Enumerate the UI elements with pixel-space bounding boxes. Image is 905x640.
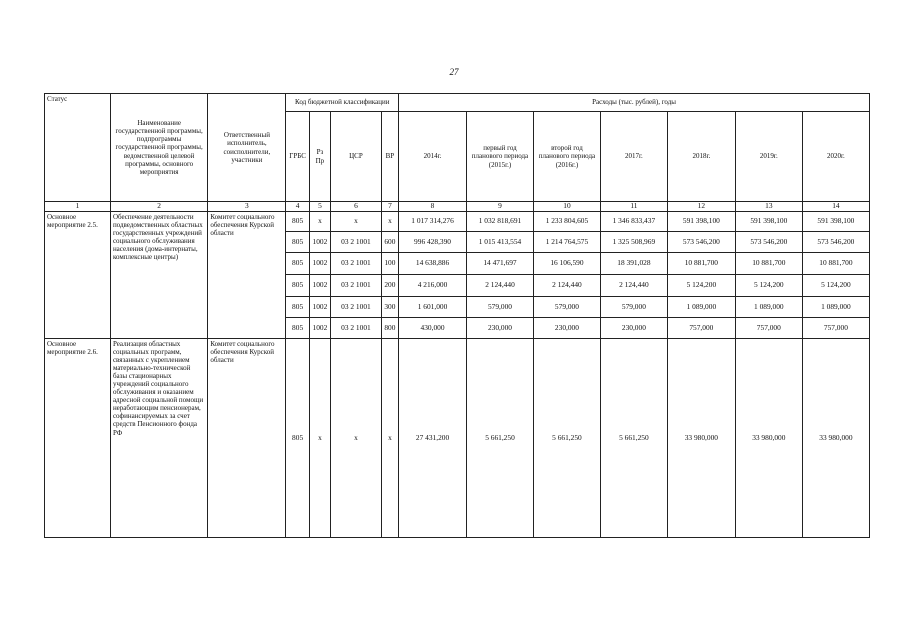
column-number: 10	[533, 202, 600, 212]
header-year-2018: 2018г.	[667, 112, 735, 202]
column-number: 4	[286, 202, 309, 212]
header-name: Наименование государственной программы, подпрограммы государственной программы, ведомственной целевой программы, основного мероприятия	[110, 94, 207, 202]
value-cell: 230,000	[467, 318, 534, 339]
responsible-cell: Комитет социального обеспечения Курской области	[208, 339, 286, 538]
value-cell: 33 980,000	[802, 339, 869, 538]
value-cell: 18 391,028	[600, 253, 667, 275]
header-csr: ЦСР	[331, 112, 382, 202]
value-cell: 1 089,000	[667, 297, 735, 318]
column-number: 2	[110, 202, 207, 212]
value-cell: 27 431,200	[399, 339, 467, 538]
value-cell: 10 881,700	[802, 253, 869, 275]
grbs-cell: 805	[286, 212, 309, 232]
value-cell: 579,000	[533, 297, 600, 318]
value-cell: 1 346 833,437	[600, 212, 667, 232]
measure-name-cell: Обеспечение деятельности подведомственных областных государственных учреждений социального обслуживания населения (дома-интернаты, комплексные центры)	[110, 212, 207, 339]
value-cell: 2 124,440	[600, 275, 667, 297]
vr-cell: x	[381, 212, 398, 232]
value-cell: 430,000	[399, 318, 467, 339]
column-number: 9	[467, 202, 534, 212]
value-cell: 996 428,390	[399, 232, 467, 253]
value-cell: 230,000	[600, 318, 667, 339]
vr-cell: x	[381, 339, 398, 538]
column-number: 5	[309, 202, 330, 212]
column-number: 1	[45, 202, 111, 212]
csr-cell: x	[331, 339, 382, 538]
rzpr-cell: 1002	[309, 318, 330, 339]
grbs-cell: 805	[286, 339, 309, 538]
value-cell: 10 881,700	[667, 253, 735, 275]
budget-table	[44, 93, 870, 538]
rzpr-cell: x	[309, 339, 330, 538]
value-cell: 5 661,250	[467, 339, 534, 538]
value-cell: 1 233 804,605	[533, 212, 600, 232]
header-year-2020: 2020г.	[802, 112, 869, 202]
value-cell: 4 216,000	[399, 275, 467, 297]
vr-cell: 600	[381, 232, 398, 253]
value-cell: 14 471,697	[467, 253, 534, 275]
rzpr-cell: 1002	[309, 232, 330, 253]
value-cell: 1 015 413,554	[467, 232, 534, 253]
column-number: 12	[667, 202, 735, 212]
value-cell: 2 124,440	[533, 275, 600, 297]
vr-cell: 100	[381, 253, 398, 275]
column-number-row	[45, 202, 870, 212]
value-cell: 1 017 314,276	[399, 212, 467, 232]
rzpr-cell: x	[309, 212, 330, 232]
value-cell: 591 398,100	[735, 212, 802, 232]
value-cell: 5 124,200	[802, 275, 869, 297]
value-cell: 230,000	[533, 318, 600, 339]
header-year-2014: 2014г.	[399, 112, 467, 202]
value-cell: 757,000	[667, 318, 735, 339]
column-number: 14	[802, 202, 869, 212]
column-number: 7	[381, 202, 398, 212]
csr-cell: 03 2 1001	[331, 297, 382, 318]
value-cell: 33 980,000	[735, 339, 802, 538]
value-cell: 5 661,250	[600, 339, 667, 538]
table-row	[45, 212, 870, 232]
grbs-cell: 805	[286, 297, 309, 318]
rzpr-cell: 1002	[309, 275, 330, 297]
status-cell: Основное мероприятие 2.5.	[45, 212, 111, 339]
column-number: 6	[331, 202, 382, 212]
header-rzpr: Рз Пр	[309, 112, 330, 202]
value-cell: 5 124,200	[735, 275, 802, 297]
value-cell: 757,000	[735, 318, 802, 339]
header-budget-code: Код бюджетной классификации	[286, 94, 399, 112]
value-cell: 591 398,100	[802, 212, 869, 232]
header-responsible: Ответственный исполнитель, соисполнители, участники	[208, 94, 286, 202]
header-grbs: ГРБС	[286, 112, 309, 202]
grbs-cell: 805	[286, 232, 309, 253]
column-number: 3	[208, 202, 286, 212]
status-cell: Основное мероприятие 2.6.	[45, 339, 111, 538]
value-cell: 573 546,200	[735, 232, 802, 253]
value-cell: 33 980,000	[667, 339, 735, 538]
grbs-cell: 805	[286, 275, 309, 297]
table-row	[45, 339, 870, 538]
value-cell: 5 124,200	[667, 275, 735, 297]
responsible-cell: Комитет социального обеспечения Курской области	[208, 212, 286, 339]
value-cell: 579,000	[467, 297, 534, 318]
header-expenses: Расходы (тыс. рублей), годы	[399, 94, 870, 112]
rzpr-cell: 1002	[309, 297, 330, 318]
csr-cell: 03 2 1001	[331, 318, 382, 339]
value-cell: 573 546,200	[667, 232, 735, 253]
value-cell: 757,000	[802, 318, 869, 339]
csr-cell: 03 2 1001	[331, 275, 382, 297]
value-cell: 1 601,000	[399, 297, 467, 318]
page-number: 27	[449, 67, 459, 77]
value-cell: 10 881,700	[735, 253, 802, 275]
header-year-2016: второй год планового периода (2016г.)	[533, 112, 600, 202]
header-year-2015: первый год планового периода (2015г.)	[467, 112, 534, 202]
csr-cell: 03 2 1001	[331, 253, 382, 275]
vr-cell: 800	[381, 318, 398, 339]
value-cell: 2 124,440	[467, 275, 534, 297]
vr-cell: 200	[381, 275, 398, 297]
grbs-cell: 805	[286, 318, 309, 339]
column-number: 13	[735, 202, 802, 212]
header-vr: ВР	[381, 112, 398, 202]
value-cell: 1 089,000	[735, 297, 802, 318]
header-status: Статус	[45, 94, 111, 202]
value-cell: 16 106,590	[533, 253, 600, 275]
value-cell: 591 398,100	[667, 212, 735, 232]
grbs-cell: 805	[286, 253, 309, 275]
column-number: 11	[600, 202, 667, 212]
vr-cell: 300	[381, 297, 398, 318]
value-cell: 579,000	[600, 297, 667, 318]
header-year-2017: 2017г.	[600, 112, 667, 202]
header-year-2019: 2019г.	[735, 112, 802, 202]
value-cell: 1 089,000	[802, 297, 869, 318]
csr-cell: x	[331, 212, 382, 232]
value-cell: 573 546,200	[802, 232, 869, 253]
rzpr-cell: 1002	[309, 253, 330, 275]
csr-cell: 03 2 1001	[331, 232, 382, 253]
value-cell: 14 638,886	[399, 253, 467, 275]
value-cell: 5 661,250	[533, 339, 600, 538]
column-number: 8	[399, 202, 467, 212]
value-cell: 1 214 764,575	[533, 232, 600, 253]
value-cell: 1 032 818,691	[467, 212, 534, 232]
measure-name-cell: Реализация областных социальных программ, связанных с укреплением материально-технической базы стационарных учреждений социального обслуживания и оказанием адресной социальной помощи неработающим пенсионерам, софинансируемых за счет средств Пенсионного фонда РФ	[110, 339, 207, 538]
value-cell: 1 325 508,969	[600, 232, 667, 253]
